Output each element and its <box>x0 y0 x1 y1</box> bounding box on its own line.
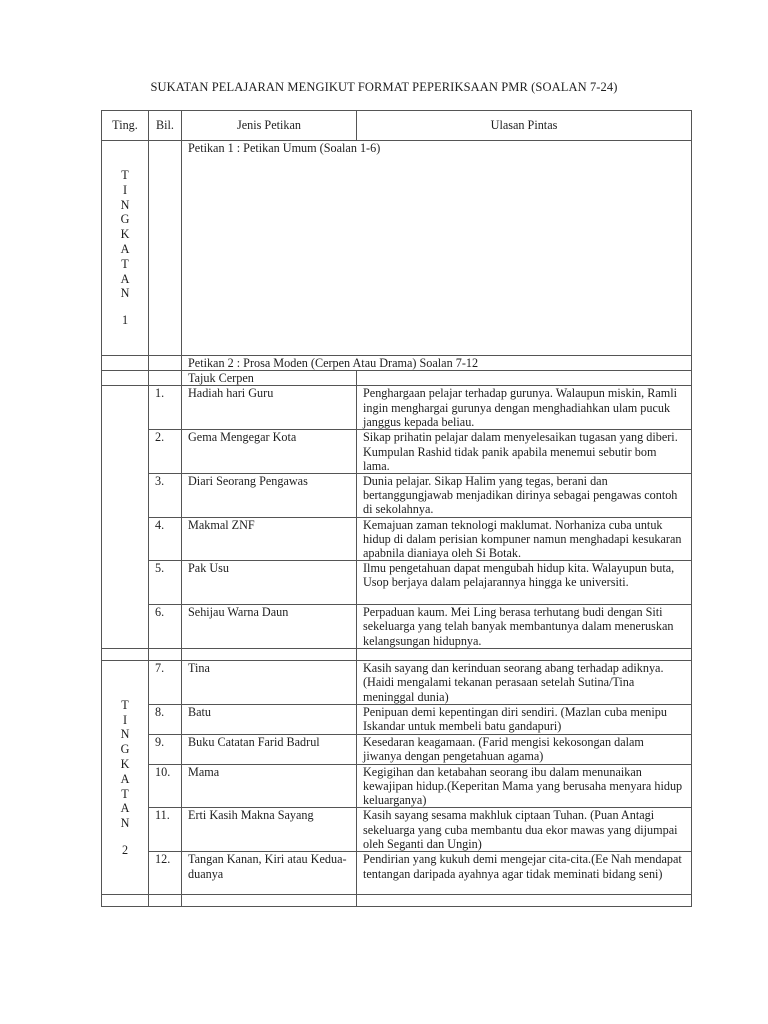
row-bil: 1. <box>149 386 182 430</box>
row-judul: Gema Mengegar Kota <box>182 430 357 474</box>
table-row <box>102 704 692 734</box>
petikan-umum-row <box>102 141 692 356</box>
header-bil: Bil. <box>149 111 182 141</box>
row-ulasan: Penghargaan pelajar terhadap gurunya. Walaupun miskin, Ramli ingin menghargai gurunya dengan menghadiahkan ulam pucuk janggus kepada beliau. <box>357 386 692 430</box>
row-ulasan: Perpaduan kaum. Mei Ling berasa terhutang budi dengan Siti sekeluarga yang telah banyak membantunya dalam meneruskan kelangsungan hidupnya. <box>357 605 692 649</box>
table-row <box>102 517 692 561</box>
page-title: SUKATAN PELAJARAN MENGIKUT FORMAT PEPERIKSAAN PMR (SOALAN 7-24) <box>150 80 618 94</box>
tajuk-row <box>102 371 692 386</box>
petikan-1-heading: Petikan 1 : Petikan Umum (Soalan 1-6) <box>182 141 692 356</box>
petikan-prosa-row <box>102 356 692 371</box>
table-row <box>102 734 692 764</box>
header-row <box>102 111 692 141</box>
row-bil: 2. <box>149 430 182 474</box>
row-ulasan: Kasih sayang sesama makhluk ciptaan Tuhan. (Puan Antagi sekeluarga yang cuba membantu dua ekor mawas yang dijumpai oleh Seganti dan Ungin) <box>357 808 692 852</box>
row-judul: Makmal ZNF <box>182 517 357 561</box>
table-row <box>102 764 692 808</box>
row-judul: Hadiah hari Guru <box>182 386 357 430</box>
syllabus-table <box>101 110 692 907</box>
table-row <box>102 430 692 474</box>
row-ulasan: Ilmu pengetahuan dapat mengubah hidup kita. Walayupun buta, Usop berjaya dalam pelajarannya hingga ke universiti. <box>357 561 692 605</box>
row-bil: 8. <box>149 704 182 734</box>
row-ulasan: Kemajuan zaman teknologi maklumat. Norhaniza cuba untuk hidup di dalam perisian kompuner namun menghadapi kesukaran apabnila dianiaya oleh Si Botak. <box>357 517 692 561</box>
row-judul: Tangan Kanan, Kiri atau Kedua-duanya <box>182 852 357 895</box>
row-judul: Diari Seorang Pengawas <box>182 474 357 518</box>
table-row <box>102 561 692 605</box>
row-bil: 3. <box>149 474 182 518</box>
row-ulasan: Penipuan demi kepentingan diri sendiri. (Mazlan cuba menipu Iskandar untuk membeli batu gandapuri) <box>357 704 692 734</box>
petikan-2-heading: Petikan 2 : Prosa Moden (Cerpen Atau Drama) Soalan 7-12 <box>182 356 692 371</box>
table-row <box>102 386 692 430</box>
row-judul: Mama <box>182 764 357 808</box>
row-bil: 9. <box>149 734 182 764</box>
spacer-row <box>102 895 692 907</box>
row-judul: Batu <box>182 704 357 734</box>
tajuk-cerpen-label: Tajuk Cerpen <box>182 371 357 386</box>
row-ulasan: Kegigihan dan ketabahan seorang ibu dalam menunaikan kewajipan hidup.(Keperitan Mama yang berusaha menyara hidup keluarganya) <box>357 764 692 808</box>
row-ulasan: Dunia pelajar. Sikap Halim yang tegas, berani dan bertanggungjawab menjadikan dirinya sebagai pengawas contoh di sekolahnya. <box>357 474 692 518</box>
header-jenis-petikan: Jenis Petikan <box>182 111 357 141</box>
row-ulasan: Sikap prihatin pelajar dalam menyelesaikan tugasan yang diberi. Kumpulan Rashid tidak panik apabila menemui sebutir bom lama. <box>357 430 692 474</box>
row-judul: Pak Usu <box>182 561 357 605</box>
row-bil: 11. <box>149 808 182 852</box>
row-bil: 4. <box>149 517 182 561</box>
row-judul: Sehijau Warna Daun <box>182 605 357 649</box>
row-bil: 7. <box>149 661 182 705</box>
table-row <box>102 661 692 705</box>
row-judul: Tina <box>182 661 357 705</box>
row-bil: 12. <box>149 852 182 895</box>
tingkatan-1-label: T I N G K A T A N 1 <box>102 141 149 356</box>
table-row <box>102 474 692 518</box>
spacer-row <box>102 649 692 661</box>
row-judul: Erti Kasih Makna Sayang <box>182 808 357 852</box>
row-bil: 10. <box>149 764 182 808</box>
row-ulasan: Kesedaran keagamaan. (Farid mengisi kekosongan dalam jiwanya dengan pengetahuan agama) <box>357 734 692 764</box>
row-judul: Buku Catatan Farid Badrul <box>182 734 357 764</box>
row-bil: 5. <box>149 561 182 605</box>
header-ting: Ting. <box>102 111 149 141</box>
row-ulasan: Pendirian yang kukuh demi mengejar cita-cita.(Ee Nah mendapat tentangan daripada ayahnya agar tidak meminati bidang seni) <box>357 852 692 895</box>
row-bil: 6. <box>149 605 182 649</box>
row-ulasan: Kasih sayang dan kerinduan seorang abang terhadap adiknya. (Haidi mengalami tekanan perasaan setelah Sutina/Tina meninggal dunia) <box>357 661 692 705</box>
header-ulasan-pintas: Ulasan Pintas <box>357 111 692 141</box>
table-row <box>102 808 692 852</box>
table-row <box>102 605 692 649</box>
tingkatan-2-label: T I N G K A T A N 2 <box>102 661 149 895</box>
table-row <box>102 852 692 895</box>
